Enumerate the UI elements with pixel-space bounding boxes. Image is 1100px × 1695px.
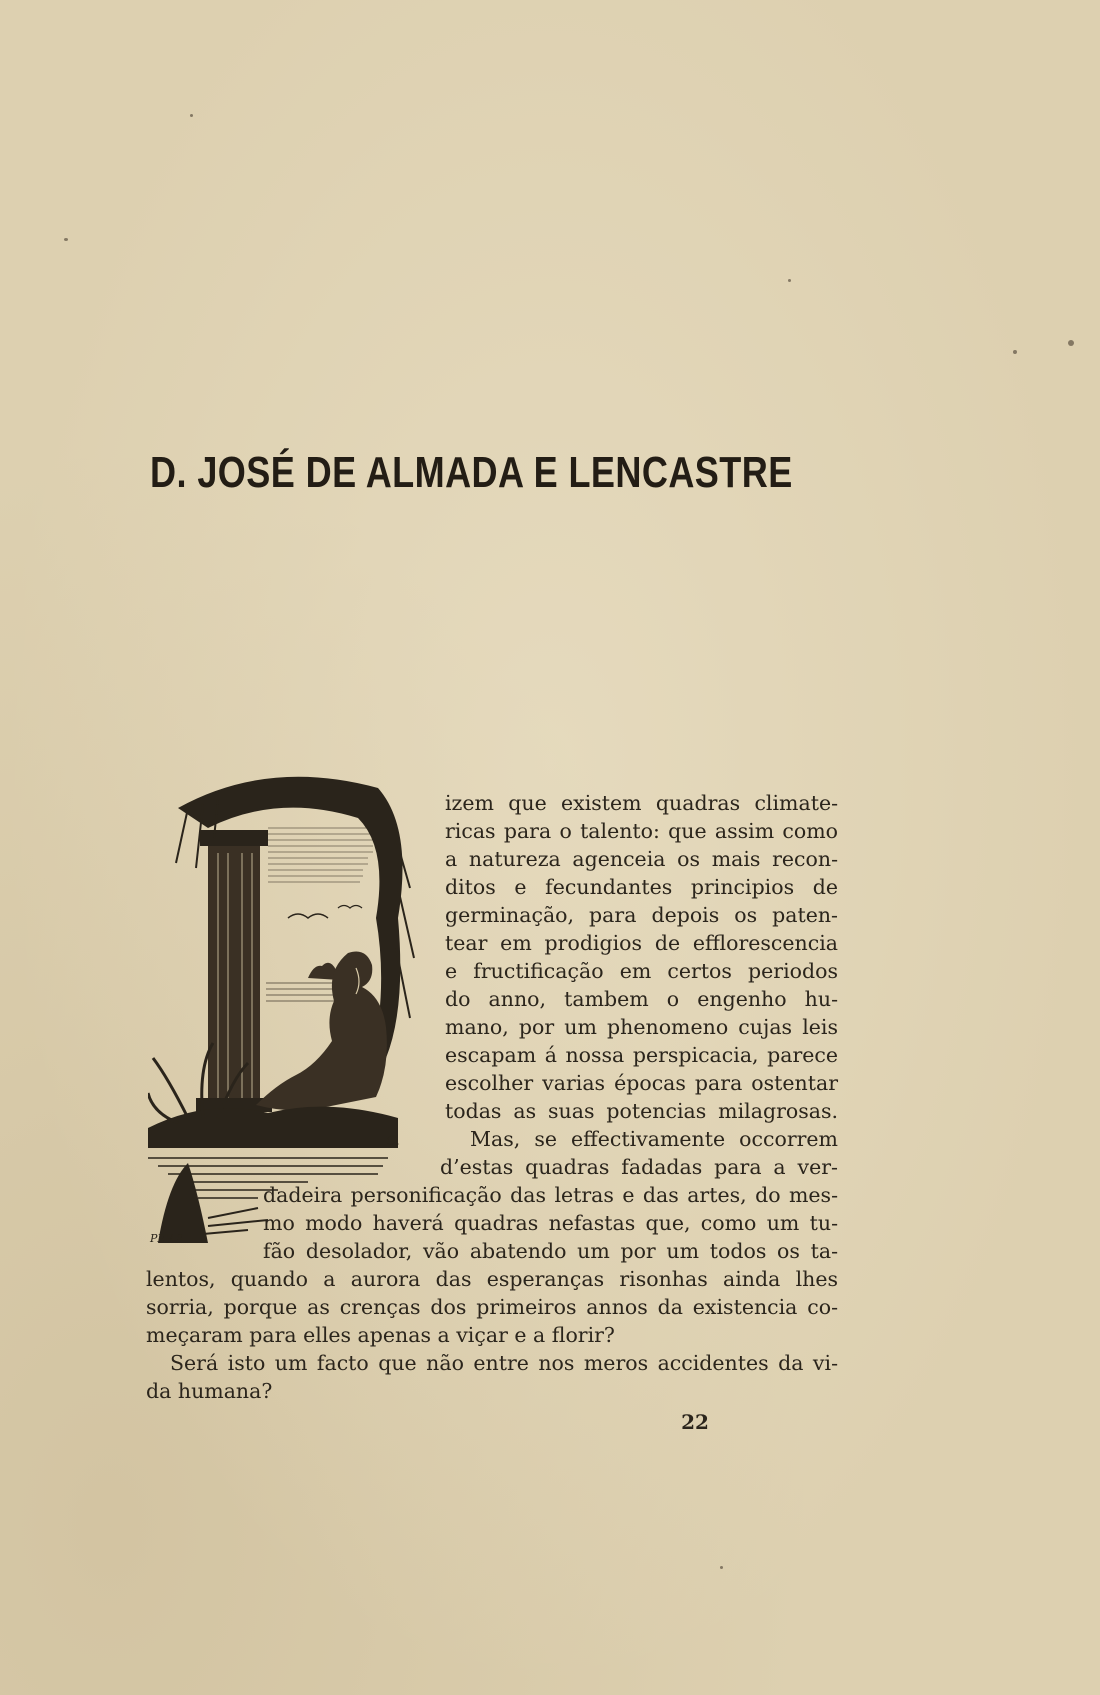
paper-speck	[1013, 350, 1017, 354]
text-line: Será isto um facto que não entre nos meros accidentes da vi-	[170, 1351, 838, 1375]
page-number: 22	[681, 1410, 709, 1434]
engraver-mark-c: C.	[386, 1134, 400, 1149]
text-line: tear em prodigios de efflorescencia	[445, 931, 838, 955]
text-line: mo modo haverá quadras nefastas que, como um tu-	[263, 1211, 838, 1235]
paper-speck	[720, 1566, 723, 1569]
text-line: dadeira personificação das letras e das artes, do mes-	[263, 1183, 838, 1207]
text-line: ditos e fecundantes principios de	[445, 875, 838, 899]
text-line: sorria, porque as crenças dos primeiros annos da existencia co-	[146, 1295, 838, 1319]
text-line: ricas para o talento: que assim como	[445, 819, 838, 843]
text-line: Mas, se effectivamente occorrem	[470, 1127, 838, 1151]
text-line: meçaram para elles apenas a viçar e a florir?	[146, 1323, 615, 1347]
article-title: D. JOSÉ DE ALMADA E LENCASTRE	[150, 448, 793, 497]
text-line: mano, por um phenomeno cujas leis	[445, 1015, 838, 1039]
text-line: da humana?	[146, 1379, 273, 1403]
paper-speck	[190, 114, 193, 117]
text-line: izem que existem quadras climate-	[445, 791, 838, 815]
text-line: d’estas quadras fadadas para a ver-	[440, 1155, 838, 1179]
text-line: a natureza agenceia os mais recon-	[445, 847, 838, 871]
text-line: escolher varias épocas para ostentar	[445, 1071, 838, 1095]
text-line: todas as suas potencias milagrosas.	[445, 1099, 838, 1123]
paper-speck	[1068, 340, 1074, 346]
text-line: escapam á nossa perspicacia, parece	[445, 1043, 838, 1067]
text-line: germinação, para depois os paten-	[445, 903, 838, 927]
paper-speck	[64, 238, 68, 241]
text-line: e fructificação em certos periodos	[445, 959, 838, 983]
paper-speck	[788, 279, 791, 282]
initial-letter-woodcut	[148, 768, 423, 1243]
text-line: lentos, quando a aurora das esperanças risonhas ainda lhes	[146, 1267, 838, 1291]
text-line: fão desolador, vão abatendo um por um todos os ta-	[263, 1239, 838, 1263]
engraver-mark-per: PER.º	[150, 1232, 183, 1243]
text-line: do anno, tambem o engenho hu-	[445, 987, 838, 1011]
